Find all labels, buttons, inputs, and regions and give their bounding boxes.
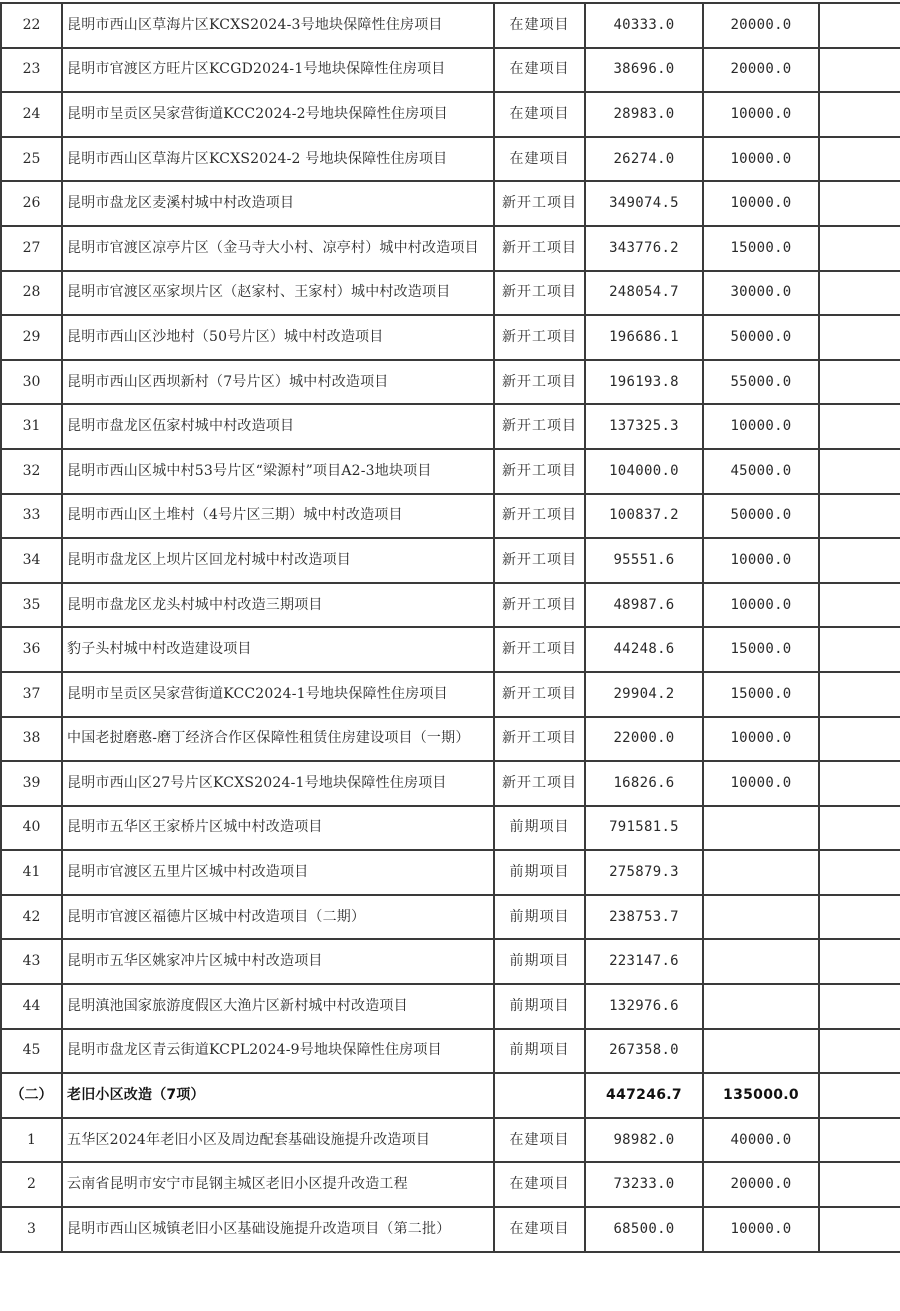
table-row bbox=[1, 449, 900, 494]
project-name-cell: 昆明市西山区草海片区KCXS2024-2 号地块保障性住房项目 bbox=[62, 137, 494, 182]
project-name-cell: 昆明市官渡区巫家坝片区（赵家村、王家村）城中村改造项目 bbox=[62, 271, 494, 316]
project-name-cell: 昆明市五华区姚家冲片区城中村改造项目 bbox=[62, 939, 494, 984]
project-type-cell: 新开工项目 bbox=[494, 360, 585, 405]
total-investment-cell: 791581.5 bbox=[585, 806, 703, 851]
project-type-cell: 前期项目 bbox=[494, 1029, 585, 1074]
note-cell bbox=[819, 1162, 900, 1207]
row-number-cell: 34 bbox=[1, 538, 62, 583]
note-cell bbox=[819, 1073, 900, 1118]
row-number-cell: 28 bbox=[1, 271, 62, 316]
note-cell bbox=[819, 850, 900, 895]
table-row bbox=[1, 3, 900, 48]
project-type-cell: 前期项目 bbox=[494, 895, 585, 940]
table-row bbox=[1, 538, 900, 583]
funding-amount-cell bbox=[703, 984, 819, 1029]
total-investment-cell: 248054.7 bbox=[585, 271, 703, 316]
project-name-cell: 昆明市西山区沙地村（50号片区）城中村改造项目 bbox=[62, 315, 494, 360]
table-row bbox=[1, 181, 900, 226]
project-type-cell: 在建项目 bbox=[494, 1118, 585, 1163]
section-header-row bbox=[1, 1073, 900, 1118]
project-type-cell: 新开工项目 bbox=[494, 627, 585, 672]
project-name-cell: 昆明市盘龙区上坝片区回龙村城中村改造项目 bbox=[62, 538, 494, 583]
row-number-cell: 37 bbox=[1, 672, 62, 717]
project-name-cell: 昆明市西山区27号片区KCXS2024-1号地块保障性住房项目 bbox=[62, 761, 494, 806]
total-investment-cell: 40333.0 bbox=[585, 3, 703, 48]
project-type-cell: 新开工项目 bbox=[494, 315, 585, 360]
note-cell bbox=[819, 1029, 900, 1074]
funding-amount-cell: 10000.0 bbox=[703, 137, 819, 182]
project-type-cell: 在建项目 bbox=[494, 137, 585, 182]
project-type-cell: 新开工项目 bbox=[494, 226, 585, 271]
project-type-cell: 前期项目 bbox=[494, 939, 585, 984]
total-investment-cell: 16826.6 bbox=[585, 761, 703, 806]
note-cell bbox=[819, 48, 900, 93]
row-number-cell: 25 bbox=[1, 137, 62, 182]
note-cell bbox=[819, 271, 900, 316]
funding-amount-cell: 15000.0 bbox=[703, 672, 819, 717]
funding-amount-cell: 20000.0 bbox=[703, 1162, 819, 1207]
note-cell bbox=[819, 538, 900, 583]
funding-amount-cell bbox=[703, 1029, 819, 1074]
project-name-cell: 昆明市西山区城中村53号片区“梁源村”项目A2-3地块项目 bbox=[62, 449, 494, 494]
row-number-cell: （二） bbox=[1, 1073, 62, 1118]
project-name-cell: 云南省昆明市安宁市昆钢主城区老旧小区提升改造工程 bbox=[62, 1162, 494, 1207]
table-row bbox=[1, 226, 900, 271]
note-cell bbox=[819, 627, 900, 672]
funding-amount-cell: 10000.0 bbox=[703, 583, 819, 628]
note-cell bbox=[819, 360, 900, 405]
project-name-cell: 昆明市西山区城镇老旧小区基础设施提升改造项目（第二批） bbox=[62, 1207, 494, 1252]
project-name-cell: 五华区2024年老旧小区及周边配套基础设施提升改造项目 bbox=[62, 1118, 494, 1163]
table-row bbox=[1, 92, 900, 137]
table-row bbox=[1, 939, 900, 984]
total-investment-cell: 98982.0 bbox=[585, 1118, 703, 1163]
table-row bbox=[1, 717, 900, 762]
funding-amount-cell: 55000.0 bbox=[703, 360, 819, 405]
project-type-cell: 在建项目 bbox=[494, 3, 585, 48]
total-investment-cell: 447246.7 bbox=[585, 1073, 703, 1118]
project-name-cell: 昆明市五华区王家桥片区城中村改造项目 bbox=[62, 806, 494, 851]
row-number-cell: 32 bbox=[1, 449, 62, 494]
funding-amount-cell: 10000.0 bbox=[703, 1207, 819, 1252]
funding-amount-cell: 50000.0 bbox=[703, 494, 819, 539]
funding-amount-cell: 10000.0 bbox=[703, 761, 819, 806]
table-row bbox=[1, 494, 900, 539]
project-type-cell: 新开工项目 bbox=[494, 761, 585, 806]
table-row bbox=[1, 360, 900, 405]
row-number-cell: 31 bbox=[1, 404, 62, 449]
project-type-cell: 新开工项目 bbox=[494, 583, 585, 628]
funding-amount-cell: 30000.0 bbox=[703, 271, 819, 316]
funding-amount-cell bbox=[703, 939, 819, 984]
project-name-cell: 昆明市西山区土堆村（4号片区三期）城中村改造项目 bbox=[62, 494, 494, 539]
project-table-body bbox=[1, 3, 900, 1252]
row-number-cell: 1 bbox=[1, 1118, 62, 1163]
table-row bbox=[1, 627, 900, 672]
note-cell bbox=[819, 672, 900, 717]
table-row bbox=[1, 404, 900, 449]
row-number-cell: 2 bbox=[1, 1162, 62, 1207]
project-type-cell: 新开工项目 bbox=[494, 404, 585, 449]
project-name-cell: 昆明市西山区草海片区KCXS2024-3号地块保障性住房项目 bbox=[62, 3, 494, 48]
table-row bbox=[1, 761, 900, 806]
funding-amount-cell bbox=[703, 850, 819, 895]
project-name-cell: 昆明市官渡区凉亭片区（金马寺大小村、凉亭村）城中村改造项目 bbox=[62, 226, 494, 271]
total-investment-cell: 137325.3 bbox=[585, 404, 703, 449]
project-name-cell: 昆明市盘龙区伍家村城中村改造项目 bbox=[62, 404, 494, 449]
funding-amount-cell bbox=[703, 806, 819, 851]
note-cell bbox=[819, 137, 900, 182]
project-type-cell: 在建项目 bbox=[494, 1162, 585, 1207]
row-number-cell: 3 bbox=[1, 1207, 62, 1252]
table-row bbox=[1, 850, 900, 895]
project-type-cell: 前期项目 bbox=[494, 850, 585, 895]
row-number-cell: 29 bbox=[1, 315, 62, 360]
row-number-cell: 27 bbox=[1, 226, 62, 271]
funding-amount-cell: 20000.0 bbox=[703, 3, 819, 48]
total-investment-cell: 29904.2 bbox=[585, 672, 703, 717]
funding-amount-cell: 15000.0 bbox=[703, 627, 819, 672]
note-cell bbox=[819, 3, 900, 48]
project-type-cell bbox=[494, 1073, 585, 1118]
total-investment-cell: 38696.0 bbox=[585, 48, 703, 93]
note-cell bbox=[819, 939, 900, 984]
table-row bbox=[1, 1162, 900, 1207]
funding-amount-cell: 135000.0 bbox=[703, 1073, 819, 1118]
total-investment-cell: 196193.8 bbox=[585, 360, 703, 405]
note-cell bbox=[819, 895, 900, 940]
total-investment-cell: 68500.0 bbox=[585, 1207, 703, 1252]
project-type-cell: 在建项目 bbox=[494, 1207, 585, 1252]
total-investment-cell: 275879.3 bbox=[585, 850, 703, 895]
table-row bbox=[1, 984, 900, 1029]
table-row bbox=[1, 315, 900, 360]
project-name-cell: 昆明市西山区西坝新村（7号片区）城中村改造项目 bbox=[62, 360, 494, 405]
project-name-cell: 昆明滇池国家旅游度假区大渔片区新村城中村改造项目 bbox=[62, 984, 494, 1029]
row-number-cell: 22 bbox=[1, 3, 62, 48]
note-cell bbox=[819, 1118, 900, 1163]
project-type-cell: 在建项目 bbox=[494, 48, 585, 93]
total-investment-cell: 22000.0 bbox=[585, 717, 703, 762]
table-row bbox=[1, 1029, 900, 1074]
project-name-cell: 昆明市官渡区五里片区城中村改造项目 bbox=[62, 850, 494, 895]
funding-amount-cell: 10000.0 bbox=[703, 404, 819, 449]
table-row bbox=[1, 806, 900, 851]
total-investment-cell: 343776.2 bbox=[585, 226, 703, 271]
row-number-cell: 45 bbox=[1, 1029, 62, 1074]
total-investment-cell: 44248.6 bbox=[585, 627, 703, 672]
row-number-cell: 43 bbox=[1, 939, 62, 984]
funding-amount-cell: 20000.0 bbox=[703, 48, 819, 93]
row-number-cell: 26 bbox=[1, 181, 62, 226]
funding-amount-cell bbox=[703, 895, 819, 940]
total-investment-cell: 104000.0 bbox=[585, 449, 703, 494]
table-row bbox=[1, 672, 900, 717]
table-row bbox=[1, 48, 900, 93]
table-row bbox=[1, 137, 900, 182]
funding-amount-cell: 15000.0 bbox=[703, 226, 819, 271]
row-number-cell: 40 bbox=[1, 806, 62, 851]
note-cell bbox=[819, 226, 900, 271]
row-number-cell: 39 bbox=[1, 761, 62, 806]
project-type-cell: 新开工项目 bbox=[494, 672, 585, 717]
total-investment-cell: 48987.6 bbox=[585, 583, 703, 628]
note-cell bbox=[819, 761, 900, 806]
project-name-cell: 昆明市盘龙区麦溪村城中村改造项目 bbox=[62, 181, 494, 226]
project-name-cell: 昆明市盘龙区青云街道KCPL2024-9号地块保障性住房项目 bbox=[62, 1029, 494, 1074]
row-number-cell: 44 bbox=[1, 984, 62, 1029]
note-cell bbox=[819, 717, 900, 762]
row-number-cell: 41 bbox=[1, 850, 62, 895]
row-number-cell: 33 bbox=[1, 494, 62, 539]
funding-amount-cell: 40000.0 bbox=[703, 1118, 819, 1163]
funding-amount-cell: 10000.0 bbox=[703, 717, 819, 762]
project-type-cell: 前期项目 bbox=[494, 984, 585, 1029]
project-type-cell: 前期项目 bbox=[494, 806, 585, 851]
note-cell bbox=[819, 806, 900, 851]
note-cell bbox=[819, 984, 900, 1029]
project-type-cell: 新开工项目 bbox=[494, 538, 585, 583]
total-investment-cell: 100837.2 bbox=[585, 494, 703, 539]
total-investment-cell: 223147.6 bbox=[585, 939, 703, 984]
project-name-cell: 昆明市官渡区方旺片区KCGD2024-1号地块保障性住房项目 bbox=[62, 48, 494, 93]
funding-amount-cell: 45000.0 bbox=[703, 449, 819, 494]
row-number-cell: 24 bbox=[1, 92, 62, 137]
note-cell bbox=[819, 92, 900, 137]
row-number-cell: 23 bbox=[1, 48, 62, 93]
project-type-cell: 新开工项目 bbox=[494, 181, 585, 226]
total-investment-cell: 267358.0 bbox=[585, 1029, 703, 1074]
funding-amount-cell: 50000.0 bbox=[703, 315, 819, 360]
table-row bbox=[1, 1207, 900, 1252]
total-investment-cell: 95551.6 bbox=[585, 538, 703, 583]
row-number-cell: 30 bbox=[1, 360, 62, 405]
project-name-cell: 老旧小区改造（7项） bbox=[62, 1073, 494, 1118]
note-cell bbox=[819, 1207, 900, 1252]
note-cell bbox=[819, 449, 900, 494]
note-cell bbox=[819, 404, 900, 449]
total-investment-cell: 28983.0 bbox=[585, 92, 703, 137]
total-investment-cell: 349074.5 bbox=[585, 181, 703, 226]
table-row bbox=[1, 583, 900, 628]
funding-amount-cell: 10000.0 bbox=[703, 538, 819, 583]
note-cell bbox=[819, 494, 900, 539]
row-number-cell: 42 bbox=[1, 895, 62, 940]
funding-amount-cell: 10000.0 bbox=[703, 92, 819, 137]
project-name-cell: 昆明市呈贡区吴家营街道KCC2024-2号地块保障性住房项目 bbox=[62, 92, 494, 137]
project-type-cell: 新开工项目 bbox=[494, 449, 585, 494]
note-cell bbox=[819, 583, 900, 628]
total-investment-cell: 73233.0 bbox=[585, 1162, 703, 1207]
note-cell bbox=[819, 181, 900, 226]
project-type-cell: 新开工项目 bbox=[494, 494, 585, 539]
table-row bbox=[1, 1118, 900, 1163]
row-number-cell: 38 bbox=[1, 717, 62, 762]
total-investment-cell: 238753.7 bbox=[585, 895, 703, 940]
total-investment-cell: 196686.1 bbox=[585, 315, 703, 360]
total-investment-cell: 132976.6 bbox=[585, 984, 703, 1029]
table-row bbox=[1, 271, 900, 316]
project-name-cell: 昆明市官渡区福德片区城中村改造项目（二期） bbox=[62, 895, 494, 940]
project-name-cell: 昆明市呈贡区吴家营街道KCC2024-1号地块保障性住房项目 bbox=[62, 672, 494, 717]
funding-amount-cell: 10000.0 bbox=[703, 181, 819, 226]
row-number-cell: 35 bbox=[1, 583, 62, 628]
project-name-cell: 中国老挝磨憨-磨丁经济合作区保障性租赁住房建设项目（一期） bbox=[62, 717, 494, 762]
note-cell bbox=[819, 315, 900, 360]
row-number-cell: 36 bbox=[1, 627, 62, 672]
project-type-cell: 新开工项目 bbox=[494, 717, 585, 762]
total-investment-cell: 26274.0 bbox=[585, 137, 703, 182]
project-type-cell: 在建项目 bbox=[494, 92, 585, 137]
table-row bbox=[1, 895, 900, 940]
project-table bbox=[0, 2, 900, 1253]
project-name-cell: 昆明市盘龙区龙头村城中村改造三期项目 bbox=[62, 583, 494, 628]
project-type-cell: 新开工项目 bbox=[494, 271, 585, 316]
project-name-cell: 豹子头村城中村改造建设项目 bbox=[62, 627, 494, 672]
